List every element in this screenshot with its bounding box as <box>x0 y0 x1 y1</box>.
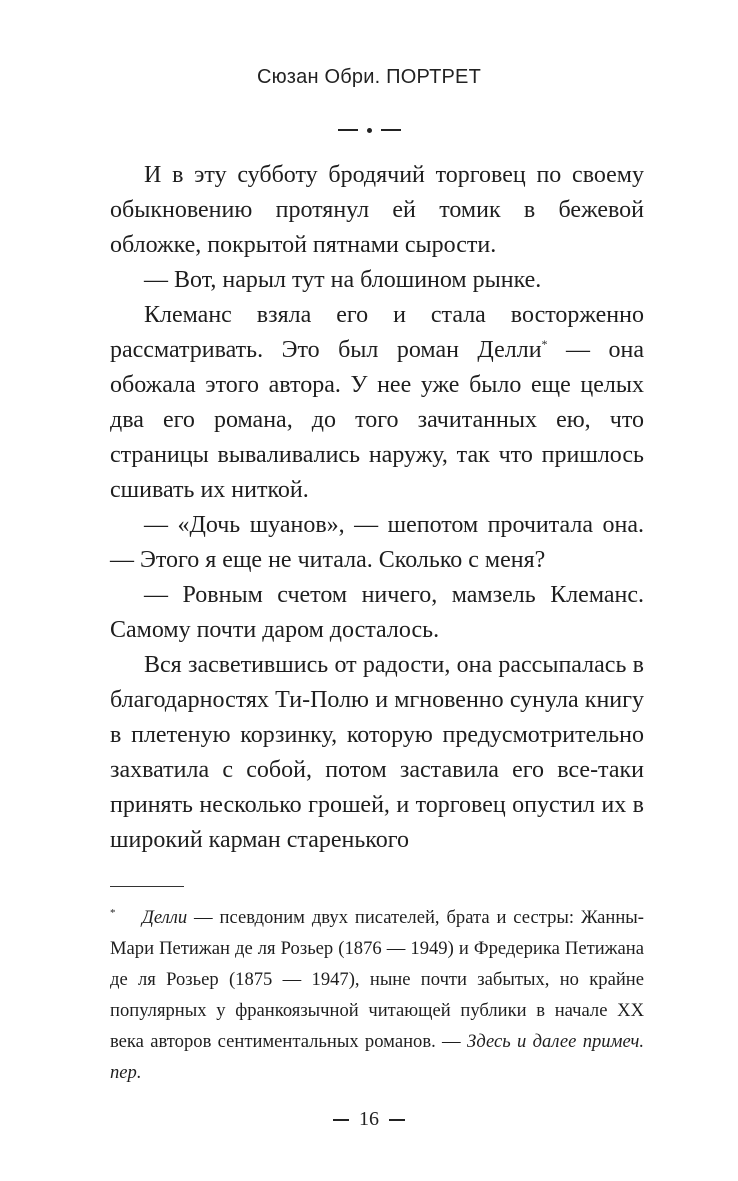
footnote-reference[interactable]: * <box>541 337 548 351</box>
footnote-marker: * <box>110 907 116 919</box>
body-text <box>110 158 644 858</box>
ornament-dash-right <box>381 129 401 131</box>
dialogue-line: — Вот, нарыл тут на блошином рынке. <box>144 267 542 293</box>
ornament-dash-left <box>338 129 358 131</box>
paragraph: И в эту субботу бродячий торговец по своему обыкновению протянул ей томик в бежевой обложке, покрытой пятнами сырости. <box>110 162 644 258</box>
ornament-dot <box>367 128 372 133</box>
dialogue-line: — Ровным счетом ничего, мамзель Клеманс. Самому почти даром досталось. <box>110 582 644 643</box>
folio-dash-right <box>389 1119 405 1121</box>
paragraph <box>110 298 644 508</box>
paragraph-text: — она обожала этого автора. У нее уже было еще целых два его романа, до того зачитанных ею, что страницы вываливались наружу, так что пришлось сшивать их ниткой. <box>110 337 645 503</box>
section-ornament <box>0 118 738 141</box>
footnote-term: Делли <box>142 907 188 928</box>
paragraph: Вся засветившись от радости, она рассыпалась в благодарностях Ти-Полю и мгновенно сунула книгу в плетеную корзинку, которую предусмотрительно захватила с собой, потом заставила его все-таки принять несколько грошей, и торговец опустил их в широкий карман старенького <box>110 652 644 853</box>
paragraph-text: Клеманс взяла его и стала восторженно рассматривать. Это был роман Делли <box>110 302 644 363</box>
footnote-text <box>110 902 644 1088</box>
footnote <box>110 902 644 1088</box>
running-head: Сюзан Обри. ПОРТРЕТ <box>256 66 482 88</box>
footnote-body: — псевдоним двух писателей, брата и сестры: Жанны-Мари Петижан де ля Розьер (1876 — 1949) и Фредерика Петижана де ля Розьер (1875 — 1947), ныне почти забытых, но крайне популярных у франкоязычной читающей публики в начале XX века авторов сентиментальных романов. — <box>110 907 644 1052</box>
folio-dash-left <box>333 1119 349 1121</box>
footnote-divider <box>110 886 184 887</box>
footnote-translator-note: Здесь и далее примеч. пер. <box>110 1031 644 1083</box>
dialogue-line: — «Дочь шуанов», — шепотом прочитала она. — Этого я еще не читала. Сколько с меня? <box>110 512 644 573</box>
page-number-value: 16 <box>359 1108 379 1130</box>
page-number <box>0 1108 738 1131</box>
